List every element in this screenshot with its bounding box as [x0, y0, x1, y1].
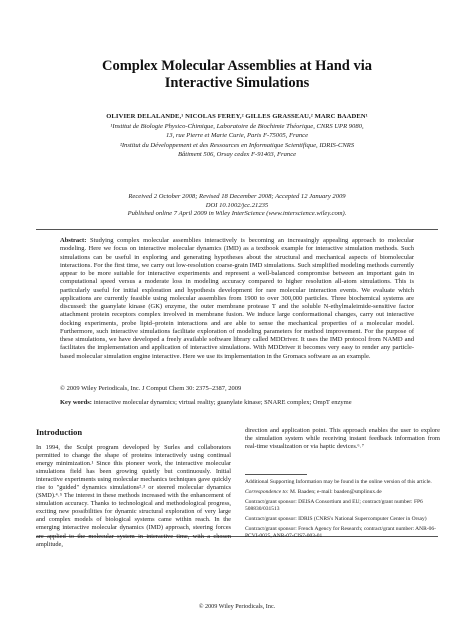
affiliation-2	[60, 142, 414, 159]
article-title-line-1: Complex Molecular Assemblies at Hand via	[102, 58, 372, 74]
affiliation-2-line-2: Bâtiment 506, Orsay cedex F-91403, France	[177, 150, 297, 158]
abstract-text: Studying complex molecular assemblies interactively is becoming an increasingly appealing approach to molecular modeling. Here we focus on interactive molecular dynamics (IMD) as a textbook example for interactive simulation methods. Such simulations can be useful in exploring and generating hypotheses about the structural and mechanical aspects of biomolecular interactions. For the first time, we carry out low-resolution coarse-grain IMD simulations. Such simplified modeling methods currently appear to be more suitable for interactive experiments and represent a well-balanced compromise between an important gain in computational speed versus a moderate loss in modeling accuracy compared to higher resolution all-atom simulations. This is particularly useful for initial exploration and hypothesis development for rare molecular interaction events. We evaluate which applications are currently feasible using molecular assemblies from 1900 to over 300,000 particles. Three biochemical systems are discussed: the guanylate kinase (GK) enzyme, the outer membrane protease T and the soluble N-ethylmaleimide-sensitive factor attachment protein receptors complex involved in membrane fusion. We induce large conformational changes, carry out interactive docking experiments, probe lipid–protein interactions and are able to sense the mechanical properties of a molecular model. Furthermore, such interactive simulations facilitate exploration of modeling parameters for method improvement. For the purpose of these simulations, we have developed a freely available software library called MDDriver. It uses the IMD protocol from NAMD and facilitates the implementation and application of interactive simulations. With MDDriver it becomes very easy to render any particle-based molecular simulation engine interactive. Here we use its implementation in the Gromacs software as an example.	[60, 237, 415, 360]
correspondence-email: M. Baaden; e-mail: baaden@smplinux.de	[290, 489, 382, 495]
introduction-continuation: direction and application point. This approach enables the user to explore the simulation system while receiving instant feedback information from real-time visualization or via haptic devices.⁶˒⁷	[245, 427, 440, 451]
grant-note-2: Contract/grant sponsor: IDRIS (CNRS's National Supercomputer Center in Orsay)	[245, 516, 427, 523]
footnote-rule	[245, 474, 307, 475]
affiliation-2-line-1: ²Institut du Développement et des Ressources en Informatique Scientifique, IDRIS-CNRS	[119, 142, 355, 149]
introduction-paragraph: In 1994, the Sculpt program developed by Surles and collaborators permitted to change the shape of proteins interactively using continual energy minimization.¹ Since this pioneer work, the interactive molecular simulations field has been growing quietly but continuously. Initial interactive experiments using molecular mechanics techniques gave quickly rise to "guided" dynamics simulations²˒³ or steered molecular dynamics (SMD).⁴˒⁵ The interest in these methods increased with the enhancement of simulation accuracy. Thanks to technological and methodological progress, exciting new possibilities for dynamic structural exploration of very large and complex models of biological systems came within reach. In the emerging interactive molecular dynamics (IMD) approach, steering forces are applied to the molecular system in interactive time, with a chosen amplitude,	[36, 444, 231, 548]
abstract-top-rule	[36, 229, 438, 230]
introduction-heading: Introduction	[36, 427, 83, 437]
article-title-line-2: Interactive Simulations	[164, 75, 310, 91]
correspondence-label: Correspondence to:	[245, 489, 289, 495]
keywords	[60, 399, 414, 407]
grant-note-3: Contract/grant sponsor: French Agency for Research; contract/grant number: ANR-06-PCVI-0025, ANR-07-CIS7-003-01	[245, 526, 436, 540]
supporting-info-note: Additional Supporting Information may be found in the online version of this article.	[245, 479, 432, 485]
affiliation-1-line-1: ¹Institut de Biologie Physico-Chimique, Laboratoire de Biochimie Théorique, CNRS UPR 9080,	[110, 123, 364, 130]
grant-note-1: Contract/grant sponsor: DEISA Consortium and EU; contract/grant number: FP6 508830/031513	[245, 499, 423, 513]
copyright-citation: © 2009 Wiley Periodicals, Inc. J Comput Chem 30: 2375–2387, 2009	[60, 385, 242, 392]
affiliation-1-line-2: 13, rue Pierre et Marie Curie, Paris F-75005, France	[165, 131, 309, 139]
abstract-label: Abstract:	[60, 237, 87, 244]
publication-history	[60, 193, 414, 219]
affiliation-1	[60, 123, 414, 140]
keywords-text: interactive molecular dynamics; virtual reality; guanylate kinase; SNARE complex; OmpT enzyme	[93, 399, 352, 406]
abstract	[60, 237, 414, 361]
keywords-label: Key words:	[60, 399, 92, 406]
author-list: OLIVIER DELALANDE,¹ NICOLAS FEREY,² GILLES GRASSEAU,² MARC BAADEN¹	[106, 113, 368, 120]
correspondence-note	[245, 489, 440, 496]
received-dates: Received 2 October 2008; Revised 18 December 2008; Accepted 12 January 2009	[128, 193, 346, 200]
published-online: Published online 7 April 2009 in Wiley InterScience (www.interscience.wiley.com).	[127, 210, 347, 218]
doi: DOI 10.1002/jcc.21235	[205, 201, 269, 209]
introduction-left-column	[36, 444, 231, 549]
footnotes	[245, 479, 440, 543]
page-footer: © 2009 Wiley Periodicals, Inc.	[198, 603, 276, 610]
article-title	[60, 58, 414, 92]
